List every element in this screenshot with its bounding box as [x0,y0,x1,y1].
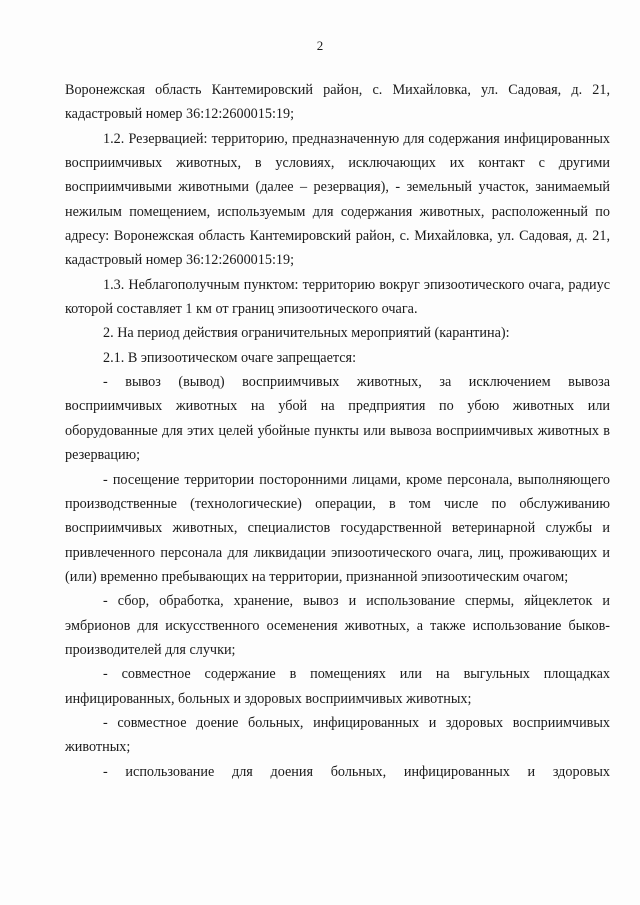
list-item-joint-housing: - совместное содержание в помещениях или на выгульных площадках инфицированных, больных и здоровых восприимчивых животных; [65,666,610,707]
list-item-sperm-collection: - сбор, обработка, хранение, вывоз и использование спермы, яйцеклеток и эмбрионов для искусственного осеменения животных, а также использование быков-производителей для случки; [65,593,610,658]
list-item-animal-export: - вывоз (вывод) восприимчивых животных, за исключением вывоза восприимчивых животных на убой на предприятия по убою животных или оборудованные для этих целей убойные пункты или вывоза восприимчивых животных в резервацию; [65,374,610,464]
list-item-visiting-territory: - посещение территории посторонними лицами, кроме персонала, выполняющего производственные (технологические) операции, в том числе по обслуживанию восприимчивых животных, специалистов государственной ветеринарной службы и привлеченного персонала для ликвидации эпизоотического очага, лиц, проживающих и (или) временно пребывающих на территории, признанной эпизоотическим очагом; [65,471,610,585]
document-body [65,78,610,784]
paragraph-address-continuation: Воронежская область Кантемировский район, с. Михайловка, ул. Садовая, д. 21, кадастровый номер 36:12:2600015:19; [65,82,610,123]
paragraph-1-3-unfavorable-point: 1.3. Неблагополучным пунктом: территорию вокруг эпизоотического очага, радиус которой составляет 1 км от границ эпизоотического очага. [65,276,610,318]
paragraph-1-2-reservation: 1.2. Резервацией: территорию, предназначенную для содержания инфицированных восприимчивых животных, в условиях, исключающих их контакт с другими восприимчивыми животными (далее – резервация), - земельный участок, занимаемый нежилым помещением, используемым для содержания животных, расположенный по адресу: Воронежская область Кантемировский район, с. Михайловка, ул. Садовая, д. 21, кадастровый номер 36:12:2600015:19; [65,130,610,269]
list-item-milking-equipment: - использование для доения больных, инфицированных и здоровых [103,763,610,780]
page-number: 2 [316,38,324,53]
paragraph-2-quarantine-period: 2. На период действия ограничительных мероприятий (карантина): [103,325,510,342]
paragraph-2-1-prohibitions-heading: 2.1. В эпизоотическом очаге запрещается: [103,349,357,366]
list-item-joint-milking: - совместное доение больных, инфицированных и здоровых восприимчивых животных; [65,714,610,756]
